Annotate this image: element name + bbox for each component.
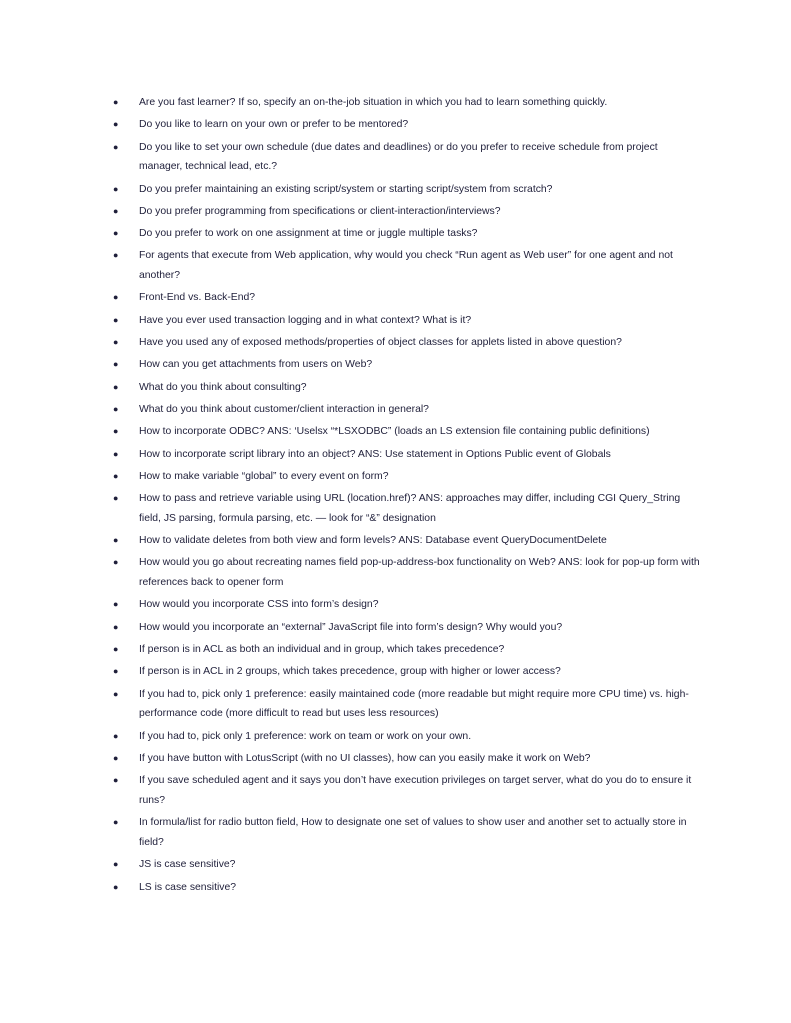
- list-item: [113, 813, 703, 852]
- list-item: [113, 662, 703, 682]
- question-text: If person is in ACL in 2 groups, which takes precedence, group with higher or lower access?: [139, 666, 561, 678]
- list-item: [113, 855, 703, 875]
- list-item: [113, 115, 703, 135]
- bullet-icon: ●: [113, 599, 119, 610]
- bullet-icon: ●: [113, 688, 119, 699]
- question-text: Do you prefer programming from specifications or client-interaction/interviews?: [139, 205, 501, 217]
- bullet-icon: ●: [113, 337, 119, 348]
- bullet-icon: ●: [113, 292, 119, 303]
- question-text: For agents that execute from Web application, why would you check “Run agent as Web user” for one agent and not another?: [139, 250, 673, 282]
- list-item: [113, 749, 703, 769]
- list-item: [113, 311, 703, 331]
- question-text: JS is case sensitive?: [139, 859, 236, 871]
- list-item: [113, 467, 703, 487]
- question-text: Do you prefer maintaining an existing script/system or starting script/system from scratch?: [139, 183, 553, 195]
- bullet-icon: ●: [113, 493, 119, 504]
- list-item: [113, 202, 703, 222]
- question-text: How to make variable “global” to every event on form?: [139, 470, 389, 482]
- bullet-icon: ●: [113, 621, 119, 632]
- bullet-icon: ●: [113, 314, 119, 325]
- question-text: What do you think about consulting?: [139, 381, 307, 393]
- question-text: If you had to, pick only 1 preference: work on team or work on your own.: [139, 730, 472, 742]
- list-item: [113, 378, 703, 398]
- list-item: [113, 445, 703, 465]
- question-text: In formula/list for radio button field, How to designate one set of values to show user and another set to actually store in field?: [139, 817, 687, 848]
- question-text: If you have button with LotusScript (with no UI classes), how can you easily make it work on Web?: [139, 752, 591, 764]
- question-text: Do you prefer to work on one assignment at time or juggle multiple tasks?: [139, 228, 478, 240]
- bullet-icon: ●: [113, 228, 119, 239]
- list-item: [113, 878, 703, 898]
- question-text: What do you think about customer/client interaction in general?: [139, 403, 429, 415]
- bullet-icon: ●: [113, 817, 119, 828]
- bullet-icon: ●: [113, 752, 119, 763]
- bullet-icon: ●: [113, 359, 119, 370]
- list-item: [113, 400, 703, 420]
- bullet-icon: ●: [113, 557, 119, 568]
- bullet-icon: ●: [113, 666, 119, 677]
- bullet-icon: ●: [113, 250, 119, 261]
- bullet-icon: ●: [113, 730, 119, 741]
- question-text: If you save scheduled agent and it says you don’t have execution privileges on target server, what do you do to ensure it runs?: [139, 775, 692, 806]
- question-list: [113, 93, 703, 900]
- list-item: [113, 640, 703, 660]
- list-item: [113, 355, 703, 375]
- question-text: How would you incorporate an “external” JavaScript file into form’s design? Why would you?: [139, 621, 563, 633]
- bullet-icon: ●: [113, 859, 119, 870]
- question-text: How would you go about recreating names field pop-up-address-box functionality on Web? ANS: look for pop-up form with references back to opener form: [139, 557, 700, 589]
- bullet-icon: ●: [113, 141, 119, 152]
- bullet-icon: ●: [113, 381, 119, 392]
- list-item: [113, 727, 703, 747]
- list-item: [113, 224, 703, 244]
- bullet-icon: ●: [113, 403, 119, 414]
- bullet-icon: ●: [113, 535, 119, 546]
- question-text: How would you incorporate CSS into form’s design?: [139, 599, 379, 611]
- list-item: [113, 685, 703, 724]
- question-text: How can you get attachments from users on Web?: [139, 359, 373, 371]
- bullet-icon: ●: [113, 97, 119, 107]
- question-text: How to incorporate ODBC? ANS: ‘Uselsx “*LSXODBC” (loads an LS extension file containing public definitions): [139, 426, 650, 438]
- bullet-icon: ●: [113, 448, 119, 459]
- list-item: [113, 422, 703, 442]
- bullet-icon: ●: [113, 205, 119, 216]
- question-text: If person is in ACL as both an individual and in group, which takes precedence?: [139, 644, 505, 656]
- list-item: [113, 618, 703, 638]
- question-text: Front-End vs. Back-End?: [139, 292, 256, 304]
- bullet-icon: ●: [113, 119, 119, 130]
- list-item: [113, 93, 703, 113]
- question-text: Are you fast learner? If so, specify an on-the-job situation in which you had to learn something quickly.: [139, 97, 608, 108]
- question-text: How to incorporate script library into an object? ANS: Use statement in Options Public event of Globals: [139, 448, 611, 460]
- bullet-icon: ●: [113, 183, 119, 194]
- list-item: [113, 531, 703, 551]
- list-item: [113, 595, 703, 615]
- question-text: How to pass and retrieve variable using URL (location.href)? ANS: approaches may differ, including CGI Query_String field, JS parsing, formula parsing, etc. — look for “&” designation: [139, 493, 681, 524]
- question-text: If you had to, pick only 1 preference: easily maintained code (more readable but might require more CPU time) vs. high-performance code (more difficult to read but uses less resources): [139, 688, 689, 720]
- bullet-icon: ●: [113, 775, 119, 786]
- list-item: [113, 180, 703, 200]
- question-text: Do you like to learn on your own or prefer to be mentored?: [139, 119, 409, 131]
- question-text: LS is case sensitive?: [139, 881, 237, 893]
- question-text: Do you like to set your own schedule (due dates and deadlines) or do you prefer to receive schedule from project manager, technical lead, etc.?: [139, 141, 658, 173]
- question-text: Have you used any of exposed methods/properties of object classes for applets listed in above question?: [139, 337, 622, 349]
- question-text: How to validate deletes from both view and form levels? ANS: Database event QueryDocumentDelete: [139, 535, 607, 547]
- list-item: [113, 553, 703, 592]
- list-item: [113, 246, 703, 285]
- list-item: [113, 138, 703, 177]
- question-text: Have you ever used transaction logging and in what context? What is it?: [139, 314, 472, 326]
- list-item: [113, 288, 703, 308]
- bullet-icon: ●: [113, 881, 119, 892]
- bullet-icon: ●: [113, 470, 119, 481]
- bullet-icon: ●: [113, 644, 119, 655]
- bullet-icon: ●: [113, 426, 119, 437]
- list-item: [113, 489, 703, 528]
- list-item: [113, 333, 703, 353]
- list-item: [113, 771, 703, 810]
